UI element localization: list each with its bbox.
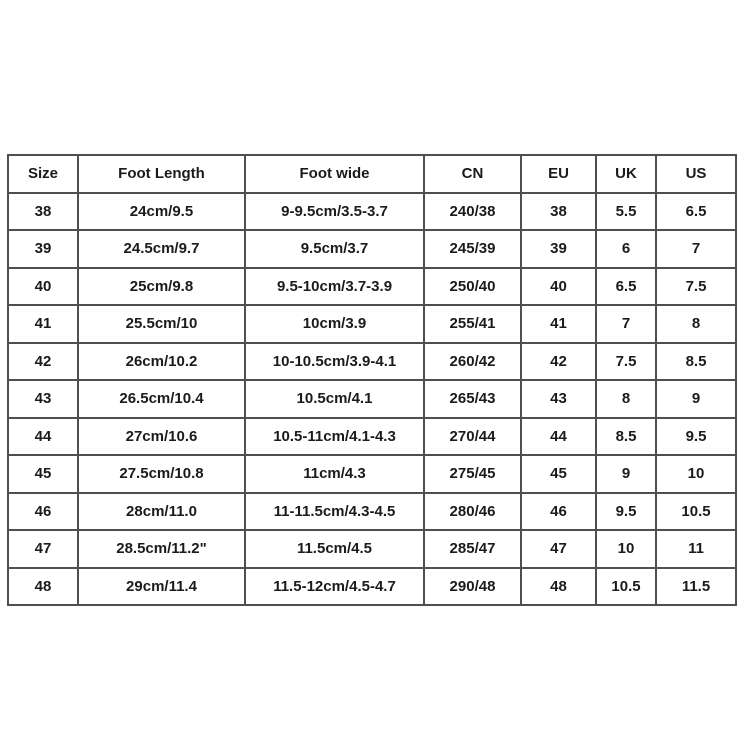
cell-foot-length: 25cm/9.8 bbox=[78, 268, 245, 306]
cell-us: 9.5 bbox=[656, 418, 736, 456]
cell-cn: 250/40 bbox=[424, 268, 521, 306]
cell-uk: 9.5 bbox=[596, 493, 656, 531]
cell-size: 45 bbox=[8, 455, 78, 493]
cell-size: 46 bbox=[8, 493, 78, 531]
cell-foot-length: 25.5cm/10 bbox=[78, 305, 245, 343]
cell-uk: 6 bbox=[596, 230, 656, 268]
cell-foot-length: 28.5cm/11.2" bbox=[78, 530, 245, 568]
cell-size: 43 bbox=[8, 380, 78, 418]
cell-cn: 260/42 bbox=[424, 343, 521, 381]
size-chart bbox=[7, 154, 737, 606]
cell-us: 11.5 bbox=[656, 568, 736, 606]
cell-eu: 43 bbox=[521, 380, 596, 418]
cell-uk: 5.5 bbox=[596, 193, 656, 231]
cell-cn: 255/41 bbox=[424, 305, 521, 343]
cell-uk: 7.5 bbox=[596, 343, 656, 381]
cell-eu: 38 bbox=[521, 193, 596, 231]
cell-eu: 39 bbox=[521, 230, 596, 268]
table-row bbox=[8, 343, 736, 381]
cell-uk: 10 bbox=[596, 530, 656, 568]
header-cell-foot-length: Foot Length bbox=[78, 155, 245, 193]
cell-size: 48 bbox=[8, 568, 78, 606]
cell-uk: 7 bbox=[596, 305, 656, 343]
cell-eu: 42 bbox=[521, 343, 596, 381]
cell-uk: 9 bbox=[596, 455, 656, 493]
cell-foot-length: 26cm/10.2 bbox=[78, 343, 245, 381]
header-cell-us: US bbox=[656, 155, 736, 193]
cell-eu: 47 bbox=[521, 530, 596, 568]
cell-foot-wide: 11.5-12cm/4.5-4.7 bbox=[245, 568, 424, 606]
table-row bbox=[8, 493, 736, 531]
cell-eu: 44 bbox=[521, 418, 596, 456]
cell-eu: 46 bbox=[521, 493, 596, 531]
cell-foot-wide: 10.5-11cm/4.1-4.3 bbox=[245, 418, 424, 456]
cell-us: 8.5 bbox=[656, 343, 736, 381]
table-row bbox=[8, 455, 736, 493]
cell-foot-wide: 9.5-10cm/3.7-3.9 bbox=[245, 268, 424, 306]
cell-cn: 265/43 bbox=[424, 380, 521, 418]
cell-us: 10 bbox=[656, 455, 736, 493]
table-row bbox=[8, 193, 736, 231]
cell-cn: 240/38 bbox=[424, 193, 521, 231]
cell-foot-length: 24.5cm/9.7 bbox=[78, 230, 245, 268]
cell-cn: 245/39 bbox=[424, 230, 521, 268]
cell-foot-wide: 11cm/4.3 bbox=[245, 455, 424, 493]
table-row bbox=[8, 268, 736, 306]
cell-foot-wide: 11-11.5cm/4.3-4.5 bbox=[245, 493, 424, 531]
cell-foot-length: 28cm/11.0 bbox=[78, 493, 245, 531]
cell-us: 10.5 bbox=[656, 493, 736, 531]
cell-size: 40 bbox=[8, 268, 78, 306]
cell-cn: 280/46 bbox=[424, 493, 521, 531]
cell-eu: 40 bbox=[521, 268, 596, 306]
cell-cn: 290/48 bbox=[424, 568, 521, 606]
cell-cn: 270/44 bbox=[424, 418, 521, 456]
cell-us: 11 bbox=[656, 530, 736, 568]
cell-us: 7 bbox=[656, 230, 736, 268]
cell-uk: 10.5 bbox=[596, 568, 656, 606]
table-header bbox=[8, 155, 736, 193]
cell-eu: 48 bbox=[521, 568, 596, 606]
table-row bbox=[8, 568, 736, 606]
header-cell-size: Size bbox=[8, 155, 78, 193]
table-row bbox=[8, 230, 736, 268]
header-row bbox=[8, 155, 736, 193]
size-chart-table bbox=[7, 154, 737, 606]
cell-size: 41 bbox=[8, 305, 78, 343]
cell-eu: 45 bbox=[521, 455, 596, 493]
cell-size: 42 bbox=[8, 343, 78, 381]
cell-size: 47 bbox=[8, 530, 78, 568]
cell-foot-length: 27cm/10.6 bbox=[78, 418, 245, 456]
header-cell-cn: CN bbox=[424, 155, 521, 193]
cell-us: 6.5 bbox=[656, 193, 736, 231]
cell-foot-wide: 10.5cm/4.1 bbox=[245, 380, 424, 418]
cell-uk: 8 bbox=[596, 380, 656, 418]
cell-cn: 285/47 bbox=[424, 530, 521, 568]
cell-us: 8 bbox=[656, 305, 736, 343]
cell-foot-length: 24cm/9.5 bbox=[78, 193, 245, 231]
cell-foot-length: 27.5cm/10.8 bbox=[78, 455, 245, 493]
cell-cn: 275/45 bbox=[424, 455, 521, 493]
cell-size: 44 bbox=[8, 418, 78, 456]
cell-foot-wide: 9-9.5cm/3.5-3.7 bbox=[245, 193, 424, 231]
cell-uk: 6.5 bbox=[596, 268, 656, 306]
cell-size: 39 bbox=[8, 230, 78, 268]
table-body bbox=[8, 193, 736, 606]
table-row bbox=[8, 418, 736, 456]
cell-us: 9 bbox=[656, 380, 736, 418]
header-cell-uk: UK bbox=[596, 155, 656, 193]
table-row bbox=[8, 305, 736, 343]
header-cell-foot-wide: Foot wide bbox=[245, 155, 424, 193]
cell-foot-length: 26.5cm/10.4 bbox=[78, 380, 245, 418]
cell-foot-wide: 10cm/3.9 bbox=[245, 305, 424, 343]
cell-uk: 8.5 bbox=[596, 418, 656, 456]
cell-foot-length: 29cm/11.4 bbox=[78, 568, 245, 606]
cell-foot-wide: 9.5cm/3.7 bbox=[245, 230, 424, 268]
table-row bbox=[8, 530, 736, 568]
cell-eu: 41 bbox=[521, 305, 596, 343]
cell-us: 7.5 bbox=[656, 268, 736, 306]
cell-foot-wide: 10-10.5cm/3.9-4.1 bbox=[245, 343, 424, 381]
table-row bbox=[8, 380, 736, 418]
cell-foot-wide: 11.5cm/4.5 bbox=[245, 530, 424, 568]
header-cell-eu: EU bbox=[521, 155, 596, 193]
cell-size: 38 bbox=[8, 193, 78, 231]
